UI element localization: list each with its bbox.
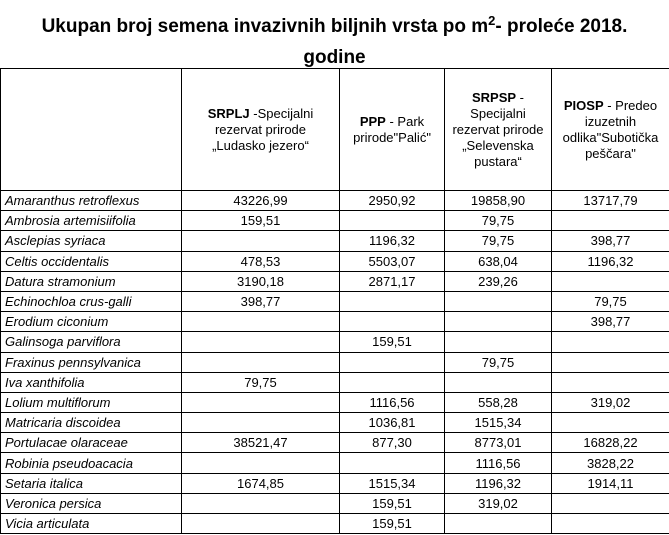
value-cell [340, 312, 445, 332]
column-code: SRPLJ [207, 105, 250, 121]
value-cell: 3190,18 [182, 271, 340, 291]
value-cell: 79,75 [552, 291, 669, 311]
species-cell: Iva xanthifolia [1, 372, 182, 392]
value-cell: 478,53 [182, 251, 340, 271]
species-cell: Robinia pseudoacacia [1, 453, 182, 473]
species-cell: Amaranthus retroflexus [1, 191, 182, 211]
title-text-suffix: - proleće 2018. [495, 16, 628, 37]
value-cell: 877,30 [340, 433, 445, 453]
value-cell: 16828,22 [552, 433, 669, 453]
table-row [1, 271, 669, 291]
value-cell: 398,77 [552, 312, 669, 332]
species-cell: Asclepias syriaca [1, 231, 182, 251]
title-line-2: godine [303, 47, 366, 68]
value-cell [552, 493, 669, 513]
value-cell [340, 372, 445, 392]
table-row [1, 312, 669, 332]
value-cell: 159,51 [340, 332, 445, 352]
value-cell [340, 352, 445, 372]
value-cell: 3828,22 [552, 453, 669, 473]
species-cell: Setaria italica [1, 473, 182, 493]
species-cell: Datura stramonium [1, 271, 182, 291]
value-cell: 1036,81 [340, 413, 445, 433]
species-cell: Matricaria discoidea [1, 413, 182, 433]
value-cell: 239,26 [445, 271, 552, 291]
table-row [1, 473, 669, 493]
value-cell: 79,75 [182, 372, 340, 392]
value-cell: 43226,99 [182, 191, 340, 211]
value-cell: 558,28 [445, 392, 552, 412]
header-ppp [340, 69, 445, 191]
value-cell [445, 332, 552, 352]
header-piosp [552, 69, 669, 191]
value-cell [182, 392, 340, 412]
value-cell: 2950,92 [340, 191, 445, 211]
value-cell: 159,51 [182, 211, 340, 231]
value-cell: 1196,32 [445, 473, 552, 493]
value-cell: 13717,79 [552, 191, 669, 211]
species-cell: Ambrosia artemisiifolia [1, 211, 182, 231]
header-srpsp [445, 69, 552, 191]
value-cell: 319,02 [445, 493, 552, 513]
header-row [1, 69, 669, 191]
value-cell: 638,04 [445, 251, 552, 271]
value-cell [552, 372, 669, 392]
table-row [1, 392, 669, 412]
table-row [1, 514, 669, 534]
table-row [1, 332, 669, 352]
species-cell: Erodium ciconium [1, 312, 182, 332]
species-cell: Veronica persica [1, 493, 182, 513]
value-cell [445, 514, 552, 534]
value-cell [552, 413, 669, 433]
value-cell: 19858,90 [445, 191, 552, 211]
value-cell [340, 453, 445, 473]
value-cell [445, 291, 552, 311]
column-desc: - Predeo izuzetnih odlika"Subotička peščara" [562, 97, 659, 161]
seed-count-table [0, 68, 669, 534]
value-cell [182, 453, 340, 473]
value-cell [552, 514, 669, 534]
value-cell: 398,77 [182, 291, 340, 311]
table-body [1, 191, 669, 534]
value-cell [552, 332, 669, 352]
value-cell [182, 332, 340, 352]
species-cell: Fraxinus pennsylvanica [1, 352, 182, 372]
value-cell: 1116,56 [445, 453, 552, 473]
value-cell [182, 413, 340, 433]
table-row [1, 211, 669, 231]
title-line-1 [0, 5, 669, 42]
value-cell: 319,02 [552, 392, 669, 412]
value-cell: 1914,11 [552, 473, 669, 493]
value-cell [182, 352, 340, 372]
column-code: SRPSP [471, 89, 517, 105]
table-row [1, 191, 669, 211]
value-cell: 79,75 [445, 352, 552, 372]
table-row [1, 493, 669, 513]
value-cell: 1116,56 [340, 392, 445, 412]
header-srplj [182, 69, 340, 191]
value-cell: 1515,34 [340, 473, 445, 493]
column-desc: - Park prirode"Palić" [353, 113, 431, 145]
title-superscript: 2 [488, 13, 496, 28]
value-cell: 79,75 [445, 231, 552, 251]
value-cell [182, 231, 340, 251]
value-cell: 1196,32 [552, 251, 669, 271]
value-cell [182, 514, 340, 534]
table-row [1, 433, 669, 453]
value-cell [182, 493, 340, 513]
table-row [1, 453, 669, 473]
value-cell: 1515,34 [445, 413, 552, 433]
value-cell: 398,77 [552, 231, 669, 251]
species-cell: Vicia articulata [1, 514, 182, 534]
value-cell: 38521,47 [182, 433, 340, 453]
table-row [1, 352, 669, 372]
column-code: PPP [359, 113, 386, 129]
value-cell [552, 271, 669, 291]
table-row [1, 291, 669, 311]
value-cell: 159,51 [340, 493, 445, 513]
value-cell [182, 312, 340, 332]
value-cell: 1196,32 [340, 231, 445, 251]
column-desc: - Specijalni rezervat prirode „Selevenska pustara“ [452, 89, 544, 169]
value-cell: 79,75 [445, 211, 552, 231]
species-cell: Lolium multiflorum [1, 392, 182, 412]
value-cell [340, 291, 445, 311]
table-row [1, 372, 669, 392]
species-cell: Galinsoga parviflora [1, 332, 182, 352]
table-row [1, 231, 669, 251]
column-code: PIOSP [563, 97, 604, 113]
value-cell: 5503,07 [340, 251, 445, 271]
species-cell: Echinochloa crus-galli [1, 291, 182, 311]
title-text: Ukupan broj semena invazivnih biljnih vrsta po m [41, 16, 489, 37]
table-row [1, 251, 669, 271]
value-cell [445, 372, 552, 392]
value-cell [552, 211, 669, 231]
species-cell: Portulacae olaraceae [1, 433, 182, 453]
species-cell: Celtis occidentalis [1, 251, 182, 271]
column-desc: -Specijalni rezervat prirode „Ludasko jezero“ [212, 105, 314, 153]
value-cell: 2871,17 [340, 271, 445, 291]
header-species [1, 69, 182, 191]
table-row [1, 413, 669, 433]
value-cell: 8773,01 [445, 433, 552, 453]
value-cell: 1674,85 [182, 473, 340, 493]
value-cell: 159,51 [340, 514, 445, 534]
page-title [0, 0, 669, 68]
value-cell [552, 352, 669, 372]
value-cell [445, 312, 552, 332]
value-cell [340, 211, 445, 231]
